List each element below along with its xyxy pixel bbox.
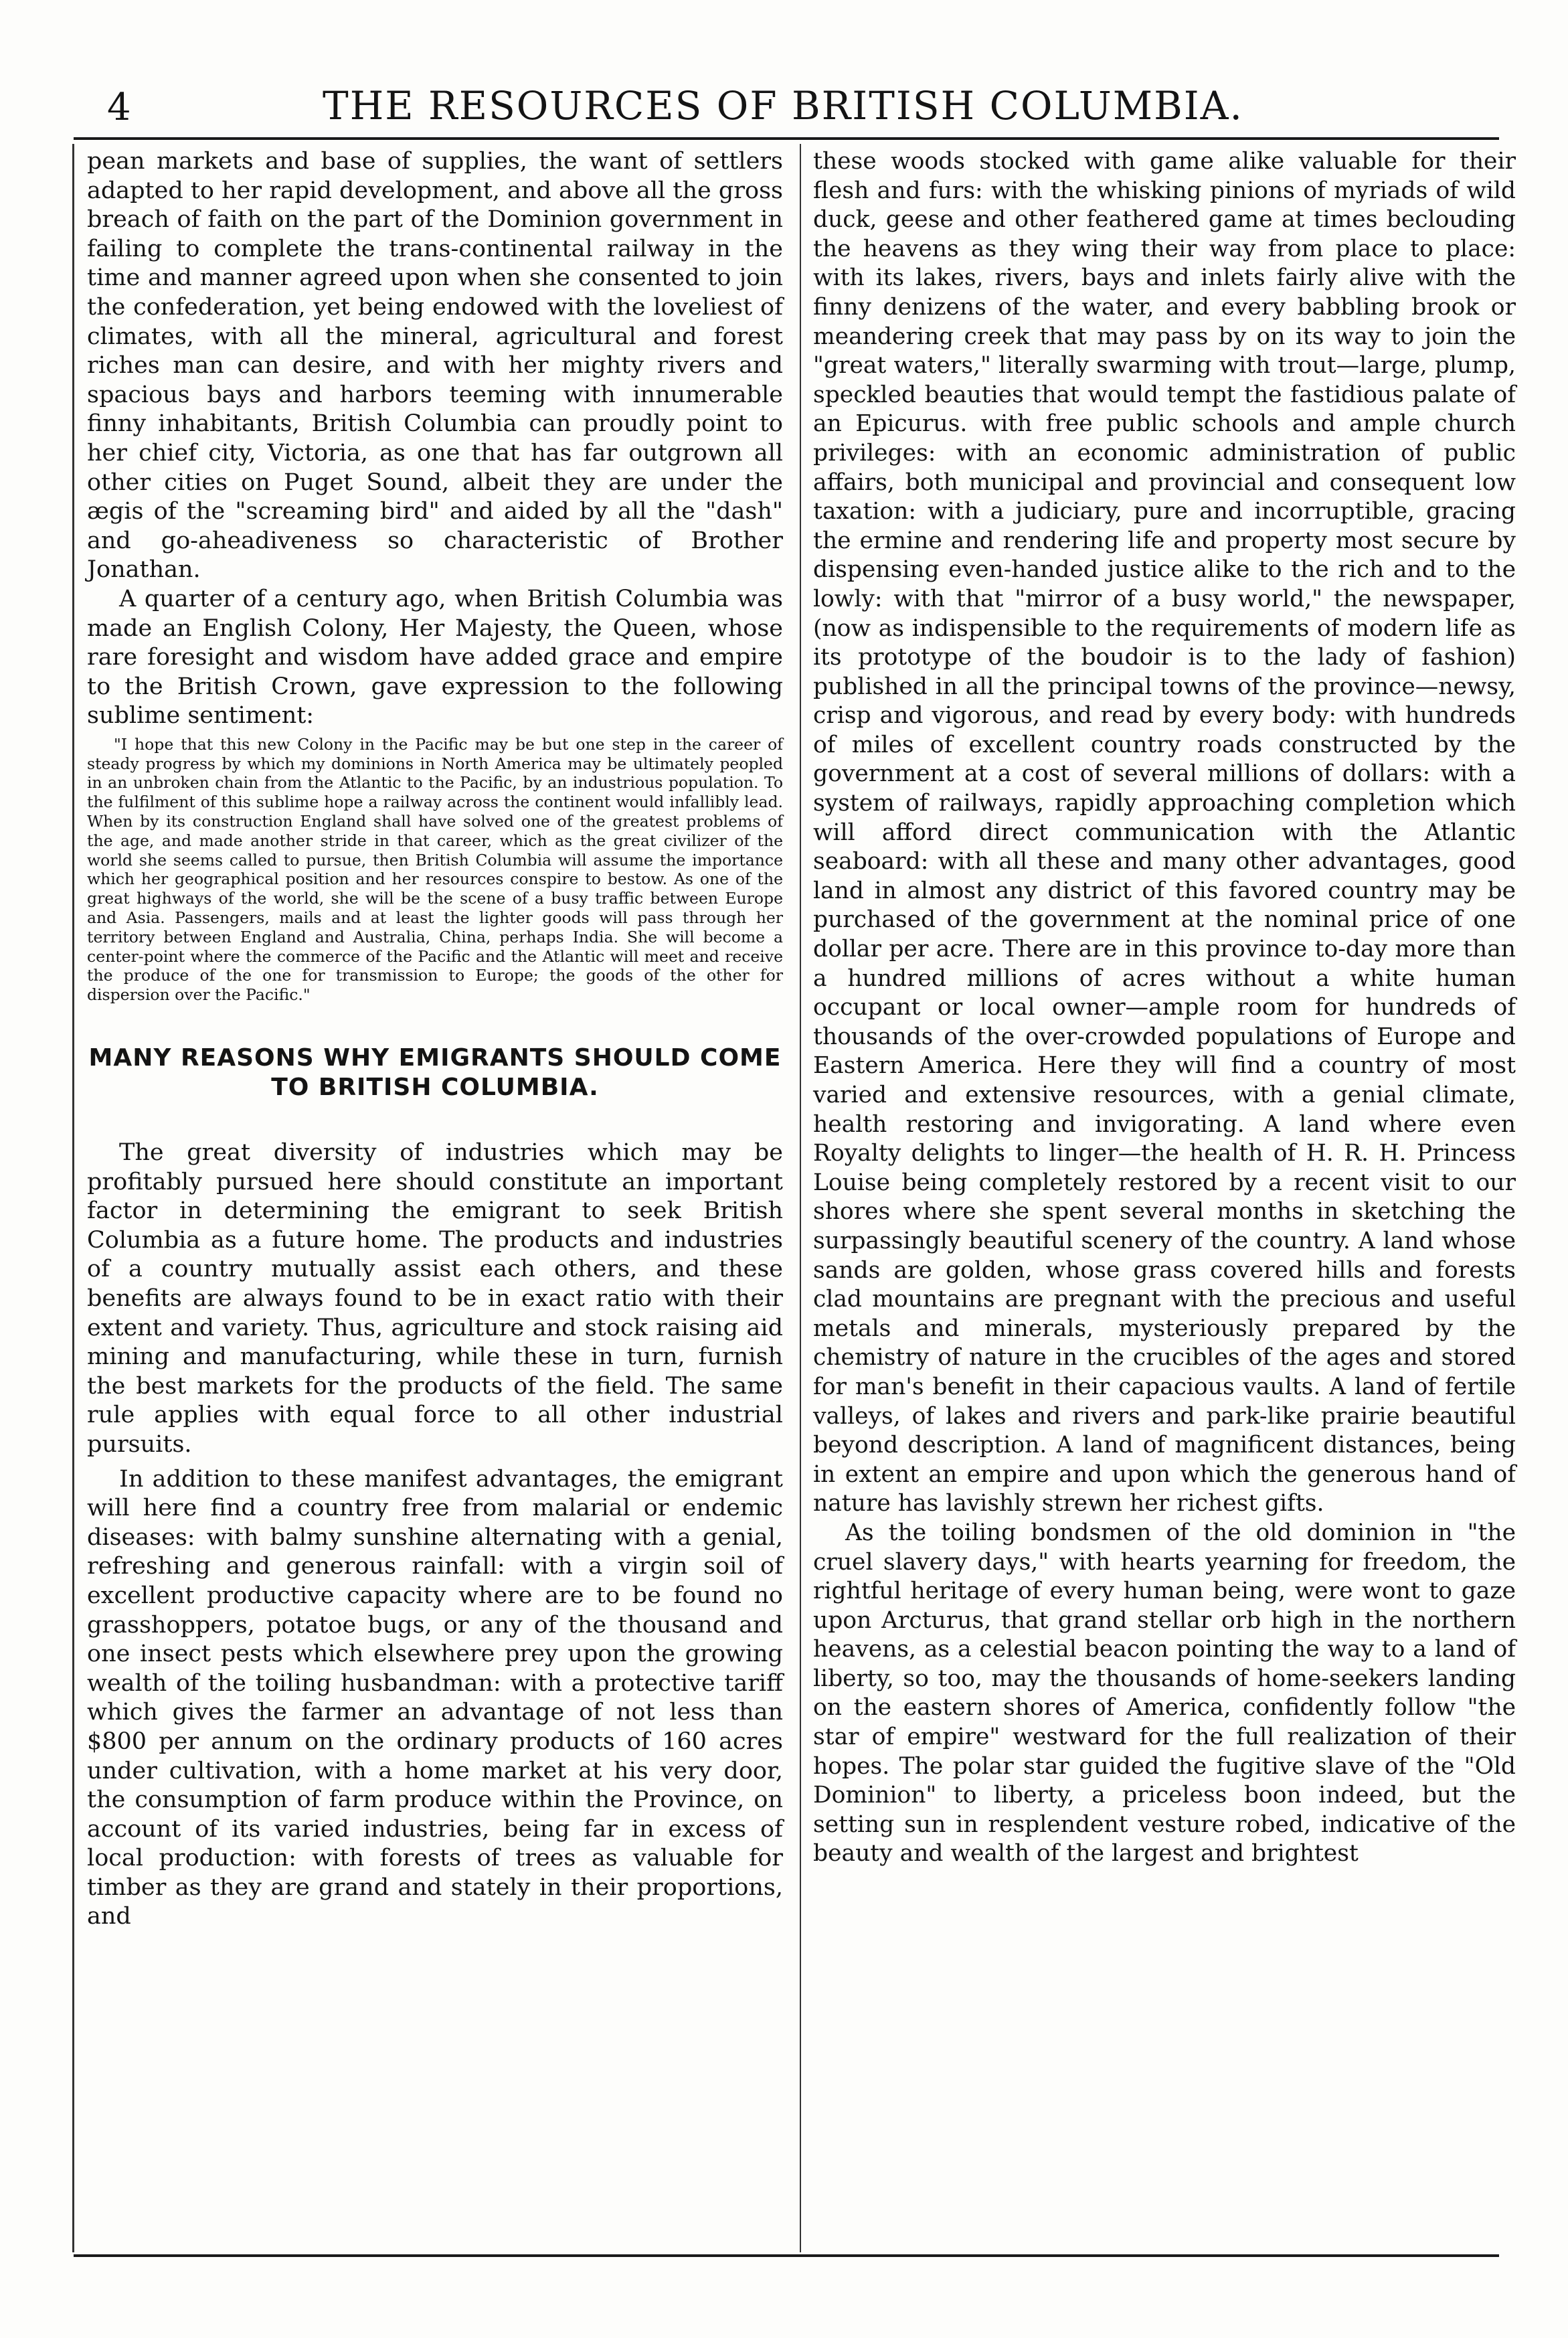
header-rule: [74, 137, 1499, 140]
paragraph-quarter-century: A quarter of a century ago, when British Columbia was made an English Colony, Her Majesty, the Queen, whose rare foresight and wisdom have added grace and empire to the British Crown, gave expression to the following sublime sentiment:: [87, 585, 783, 730]
column-divider: [800, 144, 801, 2252]
left-column: [87, 147, 783, 1932]
paragraph-toiling-bondsmen: As the toiling bondsmen of the old dominion in "the cruel slavery days," with hearts yearning for freedom, the rightful heritage of every human being, were wont to gaze upon Arcturus, that grand stellar orb high in the northern heavens, as a celestial beacon pointing the way to a land of liberty, so too, may the thousands of home-seekers landing on the eastern shores of America, confidently follow "the star of empire" westward for the full realization of their hopes. The polar star guided the fugitive slave of the "Old Dominion" to liberty, a priceless boon indeed, but the setting sun in resplendent vesture robed, indicative of the beauty and wealth of the largest and brightest: [813, 1519, 1516, 1867]
paragraph-woods-and-game: these woods stocked with game alike valuable for their flesh and furs: with the whisking pinions of myriads of wild duck, geese and other feathered game at times beclouding the heavens as they wing their way from place to place: with its lakes, rivers, bays and inlets fairly alive with the finny denizens of the water, and every babbling brook or meandering creek that may pass by on its way to join the "great waters," literally swarming with trout—large, plump, speckled beauties that would tempt the fastidious palate of an Epicurus. with free public schools and ample church privileges: with an economic administration of public affairs, both municipal and provincial and consequent low taxation: with a judiciary, pure and incorruptible, gracing the ermine and rendering life and property most secure by dispensing even-handed justice alike to the rich and to the lowly: with that "mirror of a busy world," the newspaper, (now as indispensible to the requirements of modern life as its prototype of the boudoir is to the lady of fashion) published in all the principal towns of the province—newsy, crisp and vigorous, and read by every body: with hundreds of miles of excellent country roads constructed by the government at a cost of several millions of dollars: with a system of railways, rapidly approaching completion which will afford direct communication with the Atlantic seaboard: with all these and many other advantages, good land in almost any district of this favored country may be purchased of the government at the nominal price of one dollar per acre. There are in this province to-day more than a hundred millions of acres without a white human occupant or local owner—ample room for hundreds of thousands of the over-crowded populations of Europe and Eastern America. Here they will find a country of most varied and extensive resources, with a genial climate, health restoring and invigorating. A land where even Royalty delights to linger—the health of H. R. H. Princess Louise being completely restored by a recent visit to our shores where she spent several months in sketching the surpassingly beautiful scenery of the country. A land whose sands are golden, whose grass covered hills and forests clad mountains are pregnant with the precious and useful metals and minerals, mysteriously prepared by the chemistry of nature in the crucibles of the ages and stored for man's benefit in their capacious vaults. A land of fertile valleys, of lakes and rivers and park-like prairie beautiful beyond description. A land of magnificent distances, being in extent an empire and upon which the generous hand of nature has lavishly strewn her richest gifts.: [813, 148, 1516, 1517]
paragraph-diversity-of-industries: The great diversity of industries which may be profitably pursued here should constitute an important factor in determining the emigrant to seek British Columbia as a future home. The products and industries of a country mutually assist each others, and these benefits are always found to be in exact ratio with their extent and variety. Thus, agriculture and stock raising aid mining and manufacturing, while these in turn, furnish the best markets for the products of the field. The same rule applies with equal force to all other industrial pursuits.: [87, 1139, 783, 1458]
paragraph-gap: [87, 1460, 783, 1465]
running-title: THE RESOURCES OF BRITISH COLUMBIA.: [323, 83, 1243, 129]
paragraph-continuation: pean markets and base of supplies, the want of settlers adapted to her rapid development, and above all the gross breach of faith on the part of the Dominion government in failing to complete the trans-continental railway in the time and manner agreed upon when she consented to join the confederation, yet being endowed with the loveliest of climates, with all the mineral, agricultural and forest riches man can desire, and with her mighty rivers and spacious bays and harbors teeming with innumerable finny inhabitants, British Columbia can proudly point to her chief city, Victoria, as one that has far outgrown all other cities on Puget Sound, albeit they are under the ægis of the "screaming bird" and aided by all the "dash" and go-aheadiveness so characteristic of Brother Jonathan.: [87, 148, 783, 584]
page-header: [40, 80, 1526, 141]
page-number: 4: [107, 86, 131, 129]
left-border-rule: [72, 144, 74, 2252]
section-heading: MANY REASONS WHY EMIGRANTS SHOULD COME TO BRITISH COLUMBIA.: [88, 1044, 782, 1102]
right-column: [813, 147, 1516, 1869]
footer-rule: [74, 2254, 1499, 2257]
paragraph-manifest-advantages: In addition to these manifest advantages, the emigrant will here find a country free from malarial or endemic diseases: with balmy sunshine alternating with a genial, refreshing and generous rainfall: with a virgin soil of excellent productive capacity where are to be found no grasshoppers, potatoe bugs, or any of the thousand and one insect pests which elsewhere prey upon the growing wealth of the toiling husbandman: with a protective tariff which gives the farmer an advantage of not less than $800 per annum on the ordinary products of 160 acres under cultivation, with a home market at his very door, the consumption of farm produce within the Province, on account of its varied industries, being far in excess of local production: with forests of trees as valuable for timber as they are grand and stately in their proportions, and: [87, 1465, 783, 1930]
queen-quotation: "I hope that this new Colony in the Pacific may be but one step in the career of steady progress by which my dominions in North America may be ultimately peopled in an unbroken chain from the Atlantic to the Pacific, by an industrious population. To the fulfilment of this sublime hope a railway across the continent would infallibly lead. When by its construction England shall have solved one of the greatest problems of the age, and made another stride in that career, which as the great civilizer of the world she seems called to pursue, then British Columbia will assume the importance which her geographical position and her resources conspire to bestow. As one of the great highways of the world, she will be the scene of a busy traffic between Europe and Asia. Passengers, mails and at least the lighter goods will pass through her territory between England and Australia, China, perhaps India. She will become a center-point where the commerce of the Pacific and the Atlantic will meet and receive the produce of the one for transmission to Europe; the goods of the other for dispersion over the Pacific.": [87, 734, 783, 1005]
